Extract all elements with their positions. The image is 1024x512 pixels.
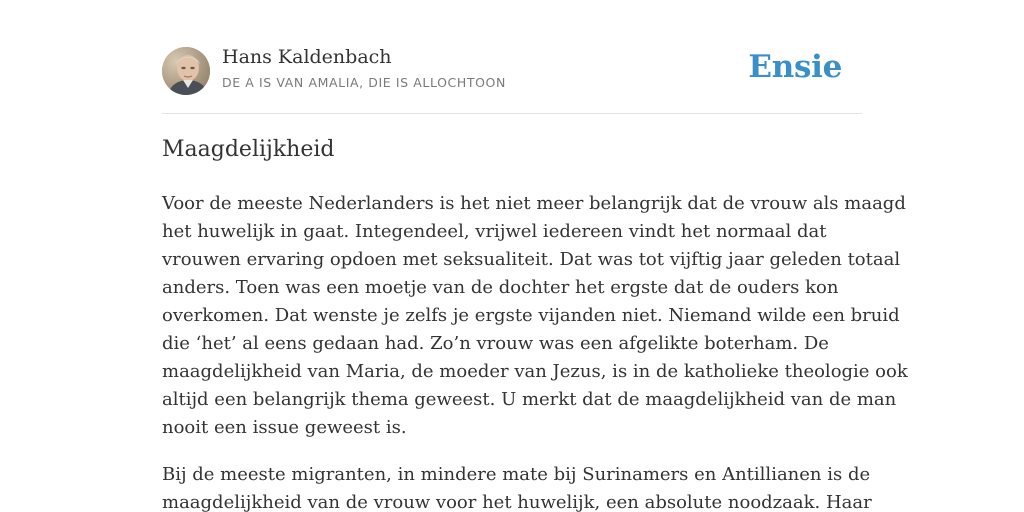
body-line: vrouwen ervaring opdoen met seksualiteit. Dat was tot vijftig jaar geleden totaal [162, 249, 901, 270]
body-line: anders. Toen was een moetje van de dochter het ergste dat de ouders kon [162, 277, 839, 298]
brand-logo[interactable]: Ensie [748, 49, 842, 85]
page-header [162, 0, 862, 114]
body-line: maagdelijkheid van Maria, de moeder van Jezus, is in de katholieke theologie ook [162, 361, 908, 382]
body-line: maagdelijkheid van de vrouw voor het huwelijk, een absolute noodzaak. Haar [162, 492, 872, 512]
body-line: altijd een belangrijk thema geweest. U merkt dat de maagdelijkheid van de man [162, 389, 897, 410]
body-line: nooit een issue geweest is. [162, 417, 407, 438]
paragraph-1 [162, 190, 908, 442]
paragraph-2 [162, 461, 872, 512]
body-line: die ‘het’ al eens gedaan had. Zo’n vrouw was een afgelikte boterham. De [162, 333, 829, 354]
author-subtitle: DE A IS VAN AMALIA, DIE IS ALLOCHTOON [222, 75, 506, 90]
page-container [162, 0, 908, 512]
article-body [162, 190, 908, 512]
avatar-photo-icon [162, 47, 210, 95]
body-line: overkomen. Dat wenste je zelfs je ergste vijanden niet. Niemand wilde een bruid [162, 305, 900, 326]
author-name[interactable]: Hans Kaldenbach [222, 46, 392, 68]
body-line: Voor de meeste Nederlanders is het niet meer belangrijk dat de vrouw als maagd [162, 193, 906, 214]
author-avatar[interactable] [162, 47, 210, 95]
article-title: Maagdelijkheid [162, 137, 335, 162]
body-line: Bij de meeste migranten, in mindere mate bij Surinamers en Antillianen is de [162, 464, 871, 485]
body-line: het huwelijk in gaat. Integendeel, vrijwel iedereen vindt het normaal dat [162, 221, 827, 242]
